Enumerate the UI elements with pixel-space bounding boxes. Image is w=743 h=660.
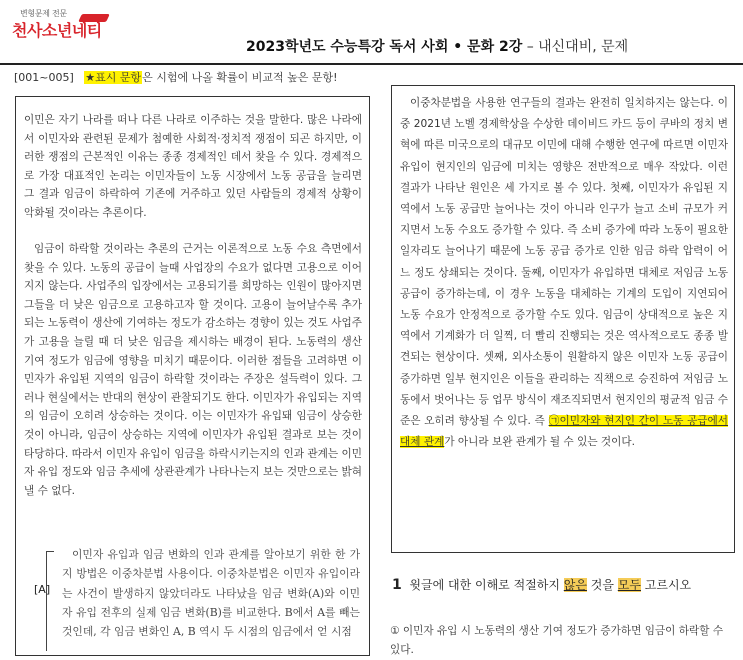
question-emphasis-not: 않은 [563,578,587,592]
bracket-line [46,551,48,651]
question-text-b: 것을 [586,578,618,592]
right-paragraph-text: 이중차분법을 사용한 연구들의 결과는 완전히 일치하지는 않는다. 이 중 2021년 노벨 경제학상을 수상한 데이비드 카드 등이 쿠바의 정치 변혁에 따른 미국으로의 대규모 이민에 대해 수행한 연구에 따르면 이민자 유입이 현지인의 임금에 미치는 영향은 전반적으로 매우 작았다. 이런 결과가 나타난 원인은 세 가지로 볼 수 있다. 첫째, 이민자가 유입된 지역에서 노동 공급만 늘어나는 것이 아니라 인구가 늘고 소비 규모가 커지면서 노동 수요도 증가할 수 있다. 즉 소비 증가에 따라 노동이 필요한 일자리도 늘어나기 때문에 노동 공급 증가로 인한 임금 하락 압력이 어느 정도 상쇄되는 것이다. 둘째, 이민자가 유입하면 대체로 저임금 노동 공급이 증가하는데, 이 경우 노동을 대체하는 기계의 도입이 지연되어 노동 수요가 안정적으로 증가할 수도 있다. 임금이 상대적으로 높은 지역에서 기계화가 더 일찍, 더 빨리 진행되는 것은 역사적으로도 종종 발견되는 현상이다. 셋째, 외사소통이 원활하지 않은 이민자 노동 공급이 증가하면 일부 현지인은 이들을 관리하는 직책으로 승진하여 저임금 노동에서 벗어나는 등 업무 방식이 재조직되면서 현지인의 평균적 임금 수준은 오히려 향상될 수 있다. 즉 [400,97,728,428]
right-paragraph-end: 가 아니라 보완 관계가 될 수 있는 것이다. [444,436,635,449]
passage-paragraph-2: 임금이 하락할 것이라는 추론의 근거는 이론적으로 노동 수요 측면에서 찾을 수 있다. 노동의 공급이 늘때 사업장의 수요가 없다면 고용으로 이어지지 않는다. 사업주의 입장에서는 고용되기를 희망하는 인원이 많아지면 그들을 더 낮은 임금으로 고용하고자 할 것이다. 고용이 늘어날수록 추가되는 노동력이 생산에 기여하는 정도가 감소하는 경향이 있는 것도 사업주가 고용을 늘릴 때 더 낮은 임금을 제시하는 배경이 된다. 노동력의 생산 기여 정도가 임금에 영향을 미치기 때문이다. 이러한 점들을 고려하면 이민자가 유입된 지역의 임금이 하락할 것이라는 주장은 설득력이 있다. 그러나 현실에서는 반대의 현상이 관찰되기도 한다. 이민자가 유입되는 지역의 임금이 오히려 상승하는 것이다. 이는 이민자가 유입돼 임금이 상승한 것이 아니라, 임금이 상승하는 지역에 이민자가 유입된 결과로 보는 것이 타당하다. 따라서 이민자 유입이 임금을 하락시키는지의 인과 관계는 이민자 유입 정도와 임금 추세에 상관관계가 나타나는지 보는 것만으로는 밝혀낼 수 없다. [24,243,362,497]
question-number: 1 [392,577,402,593]
section-a-label: [A] [34,583,51,596]
question-text-c: 고르시오 [640,578,692,592]
question-text-a: 윗글에 대한 이해로 적절하지 [409,578,564,592]
passage-range: [001~005] [14,71,74,84]
star-legend: ★표시 문항 [85,71,142,84]
question-1 [392,576,691,593]
logo-tagline: 변형문제 전문 [20,9,67,18]
page-title-sub: – 내신대비, 문제 [526,39,629,55]
page-title [246,36,628,56]
underlined-highlight-a: ㉠이민자와 현지인 간이 노동 공급에서 대체 관계 [400,415,728,449]
answer-option-1[interactable]: ① 이민자 유입 시 노동력의 생산 기여 정도가 증가하면 임금이 하락할 수 있다. [390,625,724,656]
passage-paragraph-1: 이민은 자기 나라를 떠나 다른 나라로 이주하는 것을 말한다. 많은 나라에서 이민자와 관련된 문제가 첨예한 사회적·정치적 쟁점이 되곤 하지만, 이러한 쟁점의 근본적인 이유는 종종 경제적인 데서 찾을 수 있다. 경제적으로 가장 대표적인 논리는 이민자들이 노동 시장에서 노동 공급을 늘리면 그 결과 임금이 하락하여 기존에 거주하고 있던 사람들의 경제적 상황이 악화될 것이라는 추론이다. [24,114,362,219]
passage-range-bar [14,69,338,85]
logo-wordmark: 천사소년네티 [12,21,102,40]
question-emphasis-all: 모두 [617,578,641,592]
page-title-main: 2023학년도 수능특강 독서 사회 • 문화 2강 [246,39,523,55]
passage-paragraph-right [400,93,728,453]
section-a-paragraph: 이민자 유입과 임금 변화의 인과 관계를 알아보기 위한 한 가지 방법은 이중차분법 사용이다. 이중차분법은 이민자 유입이라는 사건이 발생하지 않았더라도 나타났을 임금 변화(A)와 이민자 유입 전후의 실제 임금 변화(B)를 비교한다. B에서 A를 빼는 것인데, 각 임금 변화인 A, B 역시 두 시점의 임금에서 얻 시점 [62,548,360,639]
star-legend-note: 은 시험에 나올 확률이 비교적 높은 문항! [142,71,338,84]
brand-logo [6,8,116,44]
header-divider [0,63,743,65]
